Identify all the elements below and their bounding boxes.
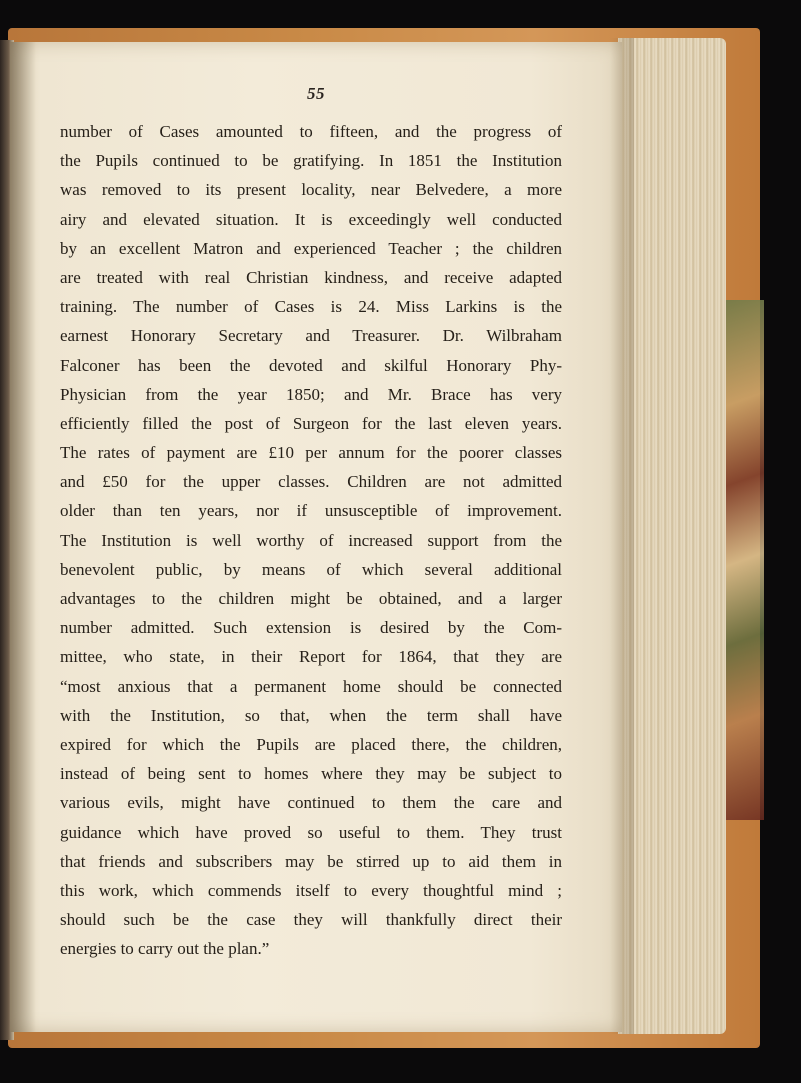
text-line: older than ten years, nor if unsusceptible of improvement. [60,501,562,521]
text-line: efficiently filled the post of Surgeon for the last eleven years. [60,413,562,433]
text-line: The rates of payment are £10 per annum for the poorer classes [60,443,562,463]
text-line: with the Institution, so that, when the term shall have [60,705,562,725]
text-line: this work, which commends itself to every thoughtful mind ; [60,880,562,900]
text-line: and £50 for the upper classes. Children are not admitted [60,472,562,492]
marbled-endpaper [724,300,764,820]
text-line: the Pupils continued to be gratifying. In 1851 the Institution [60,151,562,171]
text-line: “most anxious that a permanent home should be connected [60,676,562,696]
text-line: instead of being sent to homes where they may be subject to [60,764,562,784]
text-line: expired for which the Pupils are placed there, the children, [60,734,562,754]
text-line: various evils, might have continued to them the care and [60,793,562,813]
text-line: by an excellent Matron and experienced Teacher ; the children [60,238,562,258]
body-text [60,117,562,963]
text-line: mittee, who state, in their Report for 1864, that they are [60,647,562,667]
page-number: 55 [307,84,325,103]
text-line: Physician from the year 1850; and Mr. Brace has very [60,384,562,404]
text-line: advantages to the children might be obtained, and a larger [60,589,562,608]
text-line: guidance which have proved so useful to them. They trust [60,822,562,842]
text-line: Falconer has been the devoted and skilful Honorary Phy- [60,355,562,375]
page-gutter [10,42,36,1032]
text-line: should such be the case they will thankfully direct their [60,910,562,930]
page-fold-shadow [610,38,634,1034]
text-line: energies to carry out the plan.” [60,939,270,959]
text-line: number admitted. Such extension is desired by the Com- [60,618,562,638]
text-line: benevolent public, by means of which several additional [60,559,562,579]
text-line: number of Cases amounted to fifteen, and the progress of [60,122,562,141]
text-line: training. The number of Cases is 24. Miss Larkins is the [60,297,562,317]
text-line: earnest Honorary Secretary and Treasurer. Dr. Wilbraham [60,326,562,346]
page-edges [618,38,726,1034]
text-line: was removed to its present locality, near Belvedere, a more [60,180,562,200]
text-line: that friends and subscribers may be stirred up to aid them in [60,851,562,871]
text-line: The Institution is well worthy of increased support from the [60,530,562,550]
text-line: are treated with real Christian kindness, and receive adapted [60,267,562,287]
text-line: airy and elevated situation. It is exceedingly well conducted [60,209,562,229]
